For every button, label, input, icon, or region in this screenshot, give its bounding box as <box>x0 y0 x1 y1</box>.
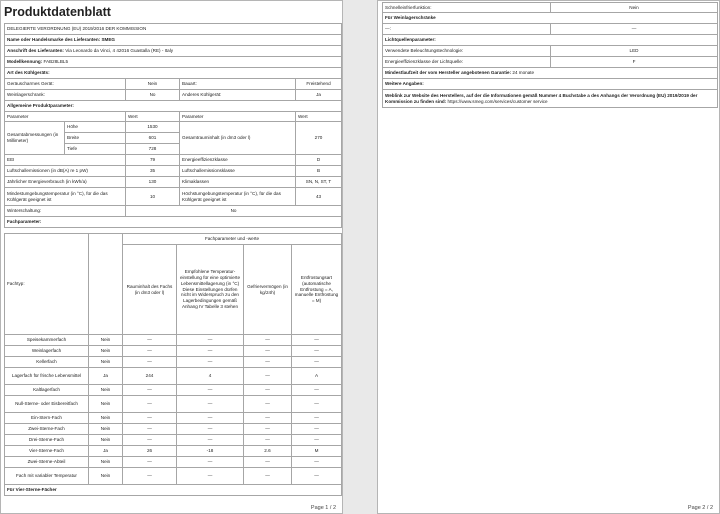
compartment-row <box>5 435 342 446</box>
max-temp-label: Höchstumgebungstemperatur (in °C), für die das Kühlgerät geeignet ist <box>180 188 296 206</box>
product-sheet-table <box>4 23 342 228</box>
blank-header-cell <box>89 234 123 335</box>
winter-value: No <box>126 206 342 217</box>
design-type-label: Bauart: <box>180 79 296 90</box>
wine-row-value: — <box>551 24 718 35</box>
quick-freeze-value: Nein <box>551 3 718 13</box>
compartment-defrost: — <box>292 335 342 346</box>
compartment-name: Drei-Sterne-Fach <box>5 435 89 446</box>
compartment-row <box>5 346 342 357</box>
compartment-volume: — <box>123 385 177 396</box>
compartment-row <box>5 357 342 368</box>
compartment-freeze: — <box>244 424 292 435</box>
compartment-freeze: — <box>244 385 292 396</box>
wine-cabinet-value: No <box>126 90 180 101</box>
compartment-name: Zwei-Sterne-Fach <box>5 424 89 435</box>
compartment-name: Fach mit variabler Temperatur <box>5 468 89 485</box>
compartment-temp: — <box>177 424 244 435</box>
compartment-volume: — <box>123 335 177 346</box>
page-number: Page 1 / 2 <box>310 505 336 511</box>
compartment-volume: — <box>123 468 177 485</box>
compartment-defrost: M <box>292 446 342 457</box>
energy-class-value: D <box>296 155 342 166</box>
compartment-name: Null-Sterne- oder Eisbereitfach <box>5 396 89 413</box>
compartment-defrost: A <box>292 368 342 385</box>
compartment-heading: Fachparameter: <box>5 217 342 228</box>
value-header: Wert <box>126 112 180 122</box>
compartment-volume: — <box>123 435 177 446</box>
height-value: 1530 <box>126 122 180 133</box>
page-title: Produktdatenblatt <box>4 5 111 19</box>
width-value: 601 <box>126 133 180 144</box>
compartment-defrost: — <box>292 435 342 446</box>
compartment-temp: — <box>177 457 244 468</box>
value-header-2: Wert <box>296 112 342 122</box>
param-header: Parameter <box>5 112 126 122</box>
design-type-value: Freistehend <box>296 79 342 90</box>
compartment-table <box>4 233 342 496</box>
compartment-volume: 244 <box>123 368 177 385</box>
max-temp-value: 43 <box>296 188 342 206</box>
compartment-row <box>5 385 342 396</box>
general-params-heading: Allgemeine Produktparameter: <box>5 101 342 112</box>
total-volume-value: 270 <box>296 122 342 155</box>
wine-row-label: —: <box>383 24 551 35</box>
page-2 <box>377 0 720 514</box>
page-number: Page 2 / 2 <box>687 505 713 511</box>
min-temp-value: 10 <box>126 188 180 206</box>
compartment-freeze: — <box>244 346 292 357</box>
compartment-present: Nein <box>89 396 123 413</box>
compartment-temp: — <box>177 435 244 446</box>
compartment-name: Zwei-Sterne-Abteil <box>5 457 89 468</box>
col-temp-header: Empfohlene Temperatur-einstellung für eine optimierte Lebensmittellagerung (in °C) Diese Einstellungen dürfen nicht im Widerspruch zu den Lagerbedingungen gemäß Anhang IV Tabelle 3 stehen <box>177 245 244 335</box>
compartment-temp: — <box>177 413 244 424</box>
col-freeze-header: Gefriervermögen (in kg/24h) <box>244 245 292 335</box>
depth-label: Tiefe <box>65 144 126 155</box>
noise-value: 35 <box>126 166 180 177</box>
compartment-row <box>5 446 342 457</box>
compartment-present: Nein <box>89 413 123 424</box>
compartment-defrost: — <box>292 413 342 424</box>
climate-value: SN, N, ST, T <box>296 177 342 188</box>
compartment-name: Lagerfach für frische Lebensmittel <box>5 368 89 385</box>
compartment-defrost: — <box>292 396 342 413</box>
noise-class-value: B <box>296 166 342 177</box>
compartment-freeze: — <box>244 468 292 485</box>
compartment-present: Nein <box>89 346 123 357</box>
compartment-volume: — <box>123 424 177 435</box>
depth-value: 728 <box>126 144 180 155</box>
compartment-defrost: — <box>292 357 342 368</box>
height-label: Höhe <box>65 122 126 133</box>
compartment-freeze: — <box>244 368 292 385</box>
compartment-name: Speisekammerfach <box>5 335 89 346</box>
compartment-freeze: — <box>244 435 292 446</box>
compartment-row <box>5 335 342 346</box>
compartment-present: Nein <box>89 385 123 396</box>
min-temp-label: Mindestumgebungstemperatur (in °C), für die das Kühlgerät geeignet ist <box>5 188 126 206</box>
quick-freeze-label: Schnelleinfrierfunktion: <box>383 3 551 13</box>
annual-energy-value: 130 <box>126 177 180 188</box>
wine-heading: Für Weinlagerschränke <box>383 13 718 24</box>
compartment-freeze: — <box>244 457 292 468</box>
light-tech-value: LED <box>551 46 718 57</box>
compartment-volume: — <box>123 346 177 357</box>
low-noise-label: Geräuscharmes Gerät: <box>5 79 126 90</box>
compartment-name: Kellerfach <box>5 357 89 368</box>
total-volume-label: Gesamtrauminhalt (in dm3 oder l) <box>180 122 296 155</box>
noise-class-label: Luftschallemissionsklasse <box>180 166 296 177</box>
compartment-temp: — <box>177 468 244 485</box>
compartment-row <box>5 396 342 413</box>
compartment-freeze: — <box>244 335 292 346</box>
winter-label: Winterschaltung: <box>5 206 126 217</box>
compartment-temp: — <box>177 357 244 368</box>
annual-energy-label: Jährlicher Energieverbrauch (in kWh/a) <box>5 177 126 188</box>
weblink-url[interactable]: https://www.smeg.com/services/customer service <box>447 98 548 104</box>
page2-table <box>382 2 718 108</box>
compartment-volume: — <box>123 457 177 468</box>
comp-param-header: Fachparameter und -werte <box>123 234 342 245</box>
compartment-present: Ja <box>89 446 123 457</box>
compartment-freeze: 2.6 <box>244 446 292 457</box>
model-id: Modellkennung: FAB28LBL5 <box>5 57 342 68</box>
compartment-volume: — <box>123 357 177 368</box>
climate-label: Klimaklassen <box>180 177 296 188</box>
compartment-name: Ein-Stern-Fach <box>5 413 89 424</box>
noise-label: Luftschallemissionen (in dB(A) re 1 pW) <box>5 166 126 177</box>
compartment-row <box>5 368 342 385</box>
width-label: Breite <box>65 133 126 144</box>
compartment-freeze: — <box>244 413 292 424</box>
light-class-value: F <box>551 57 718 68</box>
low-noise-value: Nein <box>126 79 180 90</box>
eei-label: EEI <box>5 155 126 166</box>
supplier-name: Name oder Handelsmarke des Lieferanten: SMEG <box>5 35 342 46</box>
compartment-freeze: — <box>244 396 292 413</box>
compartment-name: Vier-Sterne-Fach <box>5 446 89 457</box>
compartment-volume: 26 <box>123 446 177 457</box>
fachtyp-label: Fachtyp: <box>5 234 89 335</box>
compartment-present: Nein <box>89 357 123 368</box>
warranty: Mindestlaufzeit der vom Hersteller angebotenen Garantie: 24 monate <box>383 68 718 79</box>
wine-cabinet-label: Weinlagerschrank: <box>5 90 126 101</box>
compartment-present: Nein <box>89 424 123 435</box>
other-appliance-value: Ja <box>296 90 342 101</box>
compartment-temp: -18 <box>177 446 244 457</box>
compartment-present: Nein <box>89 457 123 468</box>
regulation-line: DELEGIERTE VERORDNUNG (EU) 2019/2016 DER KOMMISSION <box>5 24 342 35</box>
compartment-present: Nein <box>89 335 123 346</box>
col-defrost-header: Entfrostungsart (automatische Entfrostung = A, manuelle Entfrostung = M) <box>292 245 342 335</box>
compartment-volume: — <box>123 396 177 413</box>
param-header-2: Parameter <box>180 112 296 122</box>
compartment-defrost: — <box>292 468 342 485</box>
compartment-temp: 4 <box>177 368 244 385</box>
compartment-present: Nein <box>89 468 123 485</box>
compartment-temp: — <box>177 396 244 413</box>
compartment-volume: — <box>123 413 177 424</box>
compartment-defrost: — <box>292 385 342 396</box>
compartment-present: Ja <box>89 368 123 385</box>
appliance-type-heading: Art des Kühlgeräts: <box>5 68 342 79</box>
compartment-temp: — <box>177 346 244 357</box>
compartment-name: Weinlagerfach <box>5 346 89 357</box>
dimensions-label: Gesamtabmessungen (in Millimeter) <box>5 122 65 155</box>
light-heading: Lichtquellenparameter: <box>383 35 718 46</box>
other-appliance-label: Anderes Kühlgerät: <box>180 90 296 101</box>
light-class-label: Energieeffizienzklasse der Lichtquelle: <box>383 57 551 68</box>
supplier-address: Anschrift des Lieferanten: Via Leonardo da Vinci, 4 42016 Guastalla (RE) - Italy <box>5 46 342 57</box>
compartment-temp: — <box>177 335 244 346</box>
compartment-defrost: — <box>292 346 342 357</box>
weblink: Weblink zur Website des Herstellers, auf der die Informationen gemäß Nummer 4 Buchstabe a des Anhangs der Verordnung (EU) 2019/2019 der Kommission zu finden sind: https://www.smeg.com/services/customer service <box>383 90 718 108</box>
four-star-heading: Für Vier-Sterne-Fächer <box>5 485 342 496</box>
compartment-row <box>5 468 342 485</box>
compartment-row <box>5 424 342 435</box>
compartment-present: Nein <box>89 435 123 446</box>
compartment-temp: — <box>177 385 244 396</box>
compartment-row <box>5 413 342 424</box>
further-heading: Weitere Angaben: <box>383 79 718 90</box>
compartment-defrost: — <box>292 424 342 435</box>
energy-class-label: Energieeffizienzklasse <box>180 155 296 166</box>
page-1 <box>0 0 343 514</box>
compartment-name: Kaltlagerfach <box>5 385 89 396</box>
eei-value: 79 <box>126 155 180 166</box>
compartment-row <box>5 457 342 468</box>
compartment-freeze: — <box>244 357 292 368</box>
light-tech-label: Verwendete Beleuchtungstechnologie: <box>383 46 551 57</box>
col-volume-header: Rauminhalt des Fachs (in dm3 oder l) <box>123 245 177 335</box>
compartment-defrost: — <box>292 457 342 468</box>
